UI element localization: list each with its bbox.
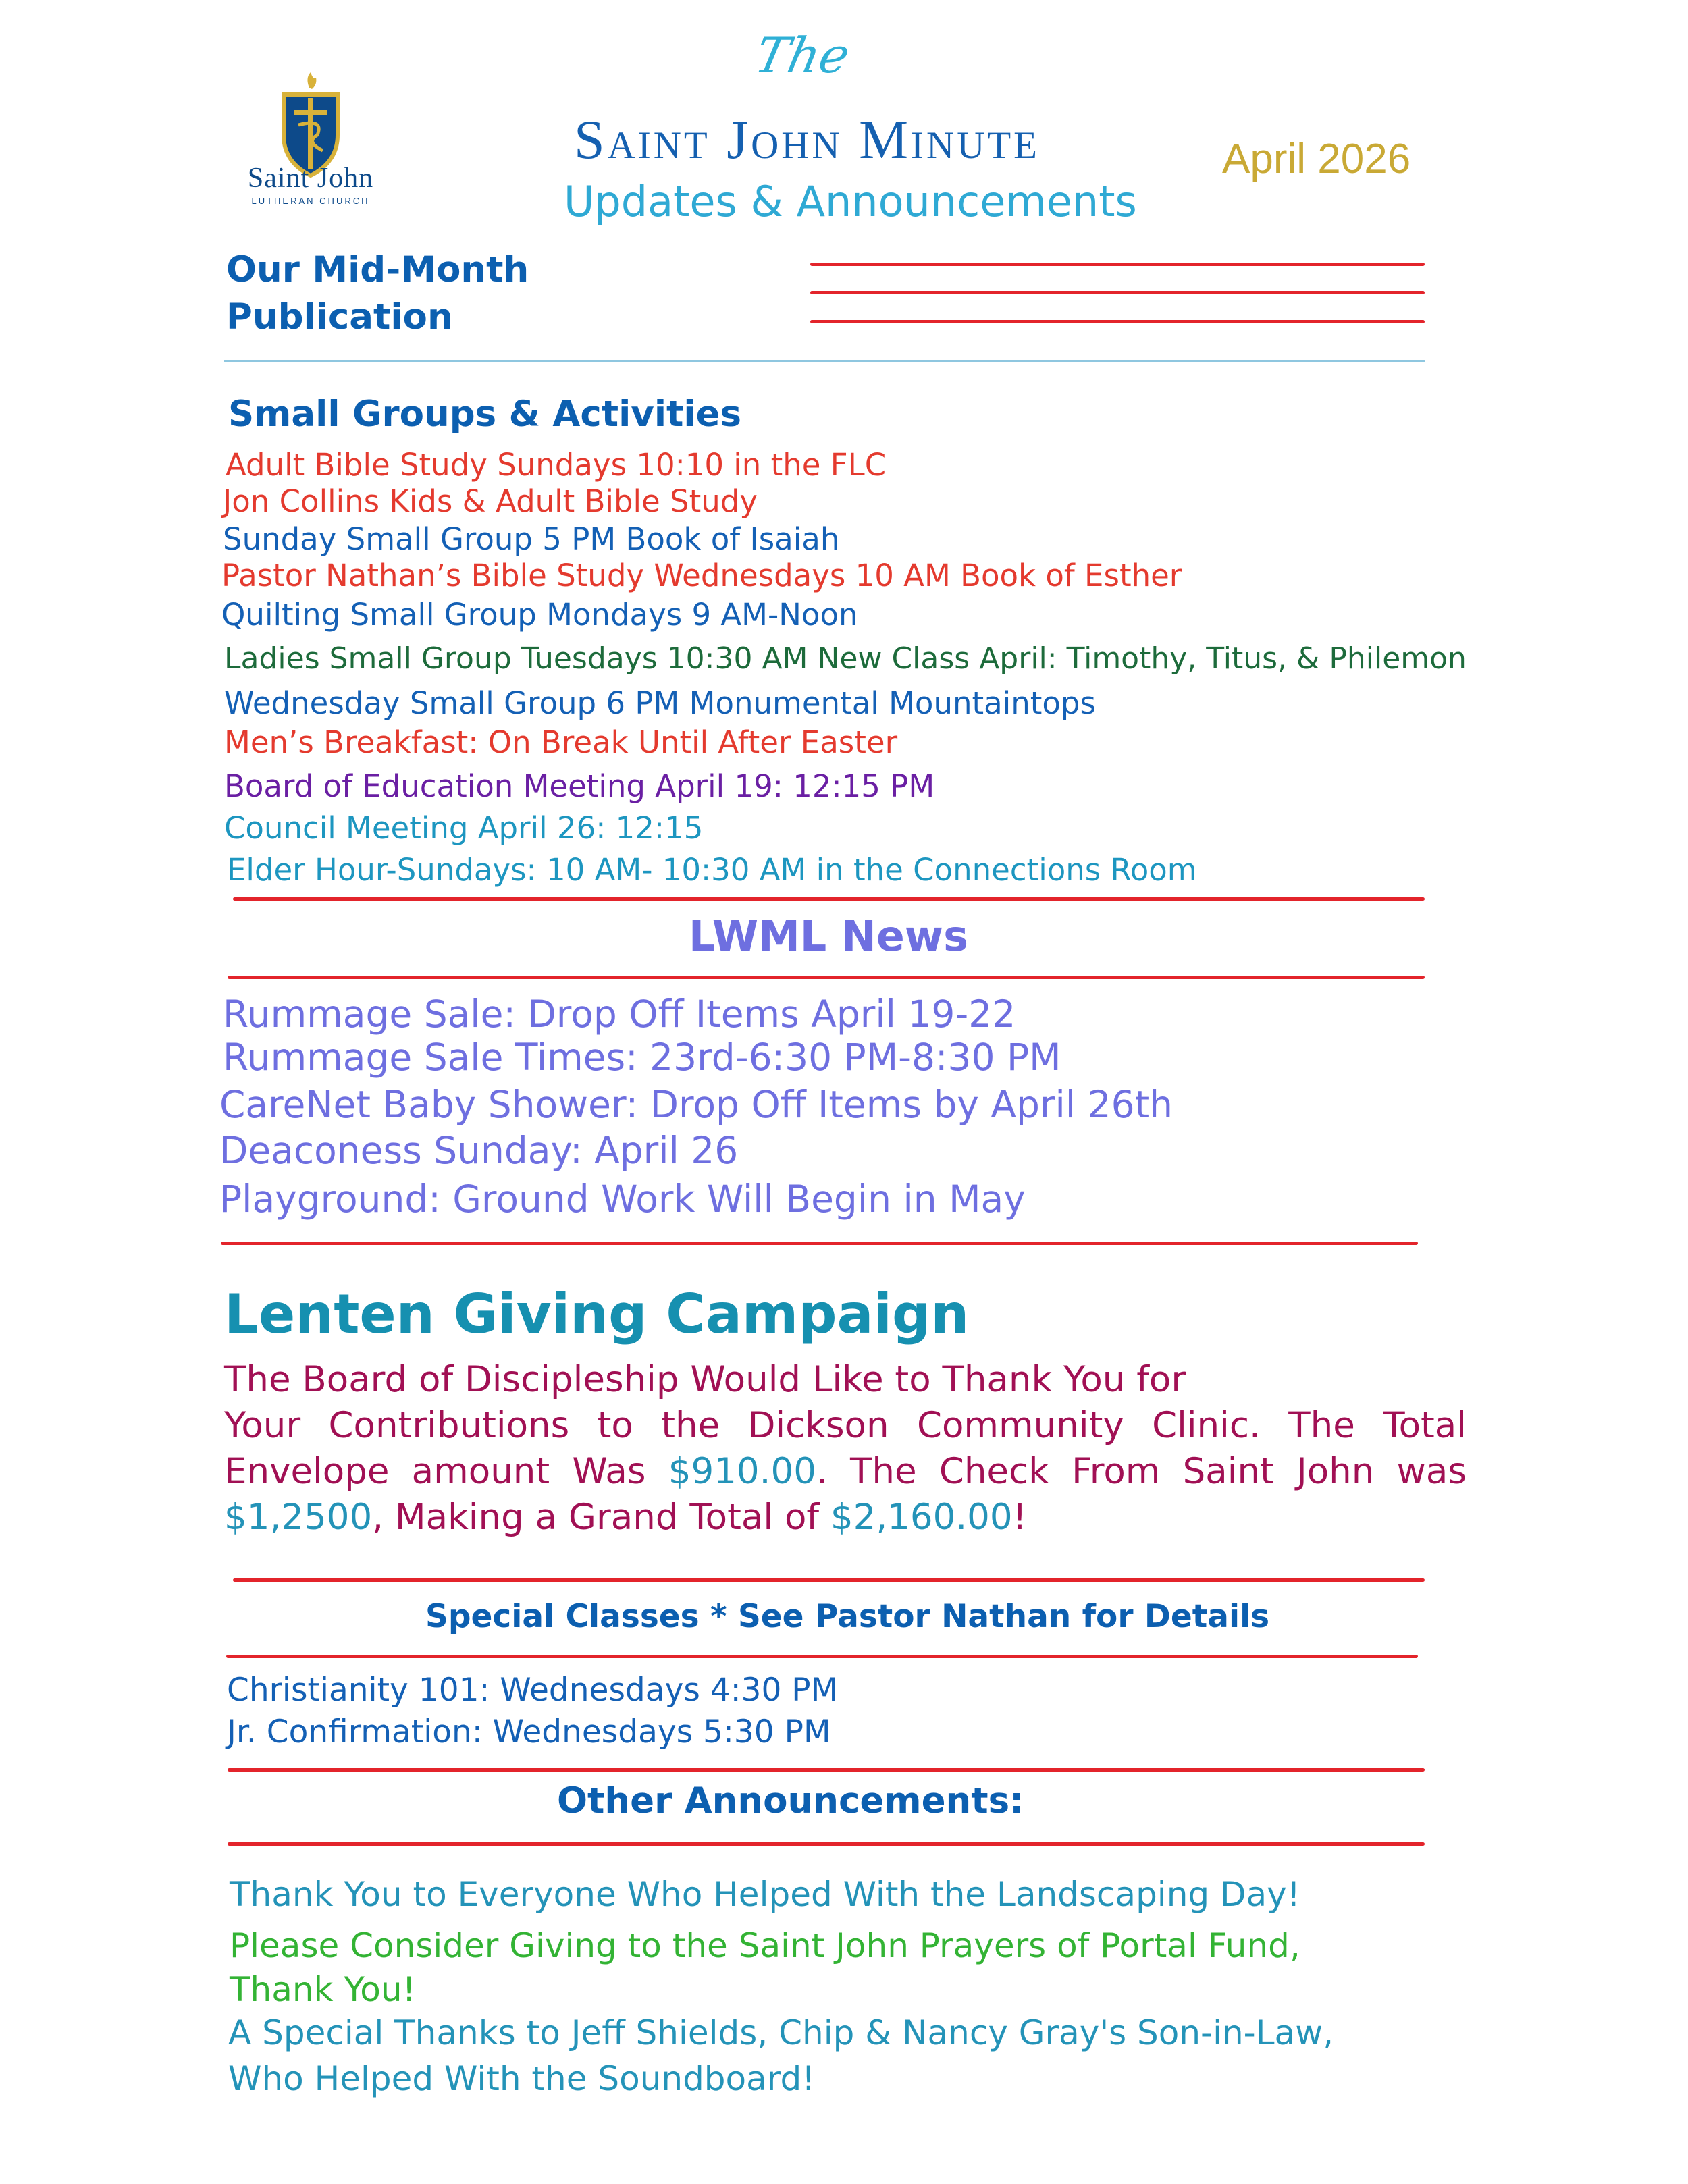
list-item: A Special Thanks to Jeff Shields, Chip & Nancy Gray's Son-in-Law, (228, 2013, 1334, 2052)
list-item: Who Helped With the Soundboard! (228, 2059, 816, 2098)
divider (810, 291, 1425, 294)
envelope-amount: $910.00 (668, 1451, 816, 1492)
masthead-the: The (750, 27, 855, 84)
section-heading-other: Other Announcements: (557, 1780, 1024, 1821)
paragraph-text: , Making a Grand Total of (372, 1497, 820, 1538)
paragraph-line: The Board of Discipleship Would Like to Thank You for (224, 1359, 1186, 1400)
check-amount: $1,2500 (224, 1497, 373, 1538)
list-item: Ladies Small Group Tuesdays 10:30 AM New Class April: Timothy, Titus, & Philemon (224, 641, 1467, 676)
divider (228, 1842, 1425, 1846)
section-heading-special-classes: Special Classes * See Pastor Nathan for Details (425, 1598, 1270, 1635)
list-item: Quilting Small Group Mondays 9 AM-Noon (221, 597, 858, 633)
paragraph-line (224, 1449, 1467, 1495)
list-item: Board of Education Meeting April 19: 12:15 PM (224, 768, 935, 804)
divider (810, 263, 1425, 266)
list-item: CareNet Baby Shower: Drop Off Items by April 26th (219, 1083, 1173, 1126)
list-item: Rummage Sale: Drop Off Items April 19-22 (223, 992, 1016, 1036)
paragraph-line (224, 1495, 1467, 1541)
list-item: Thank You to Everyone Who Helped With the Landscaping Day! (230, 1875, 1300, 1914)
divider (228, 976, 1425, 979)
newsletter-subtitle: Updates & Announcements (564, 177, 1137, 226)
divider (810, 320, 1425, 323)
list-item: Elder Hour-Sundays: 10 AM- 10:30 AM in the Connections Room (227, 852, 1197, 888)
section-heading-small-groups: Small Groups & Activities (228, 394, 741, 435)
paragraph-line: Your Contributions to the Dickson Community Clinic. The Total (224, 1405, 1467, 1446)
section-heading-lwml: LWML News (689, 911, 968, 961)
list-item: Jr. Confirmation: Wednesdays 5:30 PM (227, 1713, 831, 1751)
list-item: Sunday Small Group 5 PM Book of Isaiah (223, 521, 840, 557)
list-item: Rummage Sale Times: 23rd-6:30 PM-8:30 PM (223, 1036, 1061, 1079)
list-item: Please Consider Giving to the Saint John Prayers of Portal Fund, (230, 1926, 1300, 1965)
list-item: Christianity 101: Wednesdays 4:30 PM (227, 1672, 839, 1709)
paragraph-text: . The Check From Saint John was (816, 1451, 1467, 1492)
paragraph-text: ! (1012, 1497, 1027, 1538)
issue-date: April 2026 (1222, 136, 1411, 182)
newsletter-title: Saint John Minute (574, 109, 1040, 170)
list-item: Council Meeting April 26: 12:15 (224, 810, 704, 846)
list-item: Adult Bible Study Sundays 10:10 in the FLC (226, 447, 887, 483)
list-item: Playground: Ground Work Will Begin in May (219, 1177, 1026, 1221)
section-heading-lenten: Lenten Giving Campaign (224, 1283, 970, 1346)
divider (224, 360, 1425, 362)
list-item: Wednesday Small Group 6 PM Monumental Mountaintops (224, 685, 1096, 721)
lenten-paragraph (224, 1357, 1467, 1541)
divider (233, 1578, 1425, 1582)
logo-name: Saint John (247, 163, 374, 194)
divider (221, 1242, 1418, 1245)
divider (226, 1655, 1418, 1658)
publication-label: Our Mid-Month Publication (226, 249, 529, 338)
list-item: Jon Collins Kids & Adult Bible Study (223, 483, 758, 519)
paragraph-text: Envelope amount Was (224, 1451, 646, 1492)
list-item: Men’s Breakfast: On Break Until After Easter (224, 724, 898, 760)
list-item: Deaconess Sunday: April 26 (219, 1129, 739, 1172)
grand-total-amount: $2,160.00 (830, 1497, 1013, 1538)
list-item: Thank You! (230, 1970, 416, 2009)
logo-subtitle: LUTHERAN CHURCH (251, 196, 370, 206)
divider (233, 897, 1425, 901)
divider (228, 1768, 1425, 1772)
list-item: Pastor Nathan’s Bible Study Wednesdays 10 AM Book of Esther (221, 558, 1182, 593)
